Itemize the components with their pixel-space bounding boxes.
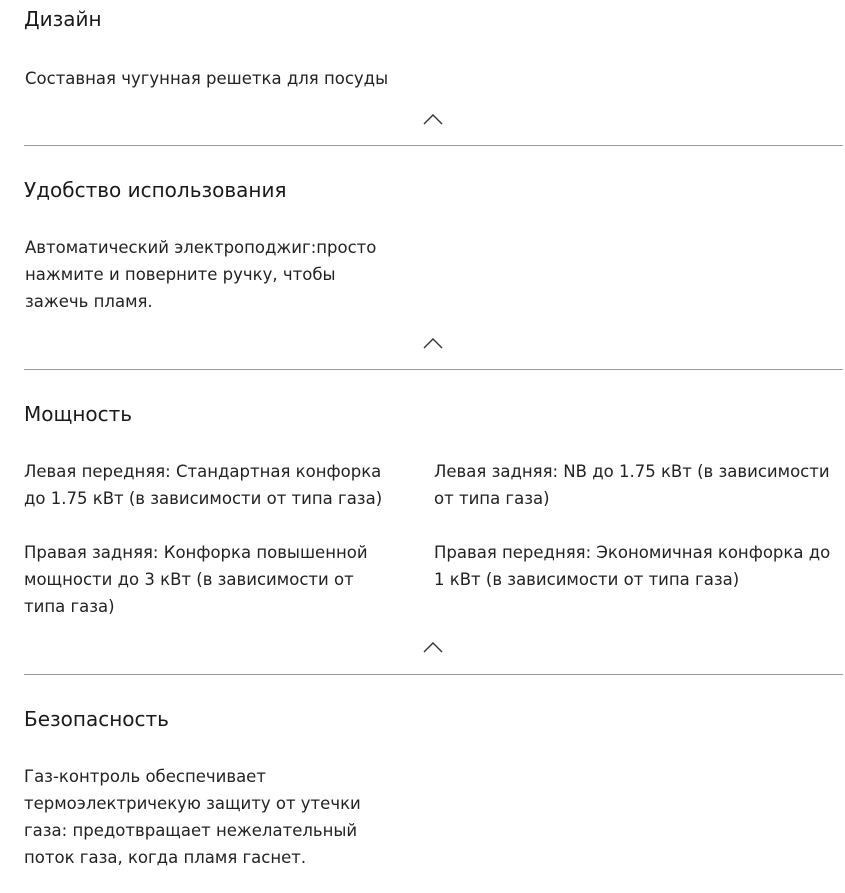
collapse-power-chevron-up-icon[interactable] <box>423 641 443 653</box>
power-left-front-text: Левая передняя: Стандартная конфорка до 1.75 кВт (в зависимости от типа газа) <box>24 462 383 508</box>
collapse-design-chevron-up-icon[interactable] <box>423 113 443 125</box>
section-title-design: Дизайн <box>24 7 102 31</box>
section-title-usability: Удобство использования <box>24 178 287 202</box>
power-right-rear-text: Правая задняя: Конфорка повышенной мощности до 3 кВт (в зависимости от типа газа) <box>24 543 368 616</box>
divider <box>24 145 843 146</box>
design-item-text: Составная чугунная решетка для посуды <box>25 69 389 88</box>
usability-item-text: Автоматический электроподжиг:просто нажмите и поверните ручку, чтобы зажечь пламя. <box>25 238 377 311</box>
collapse-usability-chevron-up-icon[interactable] <box>423 337 443 349</box>
power-left-rear-text: Левая задняя: NB до 1.75 кВт (в зависимости от типа газа) <box>434 462 830 508</box>
safety-item-text: Газ-контроль обеспечивает термоэлектричекую защиту от утечки газа: предотвращает нежелательный поток газа, когда пламя гаснет. <box>24 767 361 867</box>
section-title-power: Мощность <box>24 402 133 426</box>
divider <box>24 369 843 370</box>
power-right-front-text: Правая передняя: Экономичная конфорка до 1 кВт (в зависимости от типа газа) <box>434 543 831 589</box>
divider <box>24 674 843 675</box>
section-title-safety: Безопасность <box>24 707 169 731</box>
